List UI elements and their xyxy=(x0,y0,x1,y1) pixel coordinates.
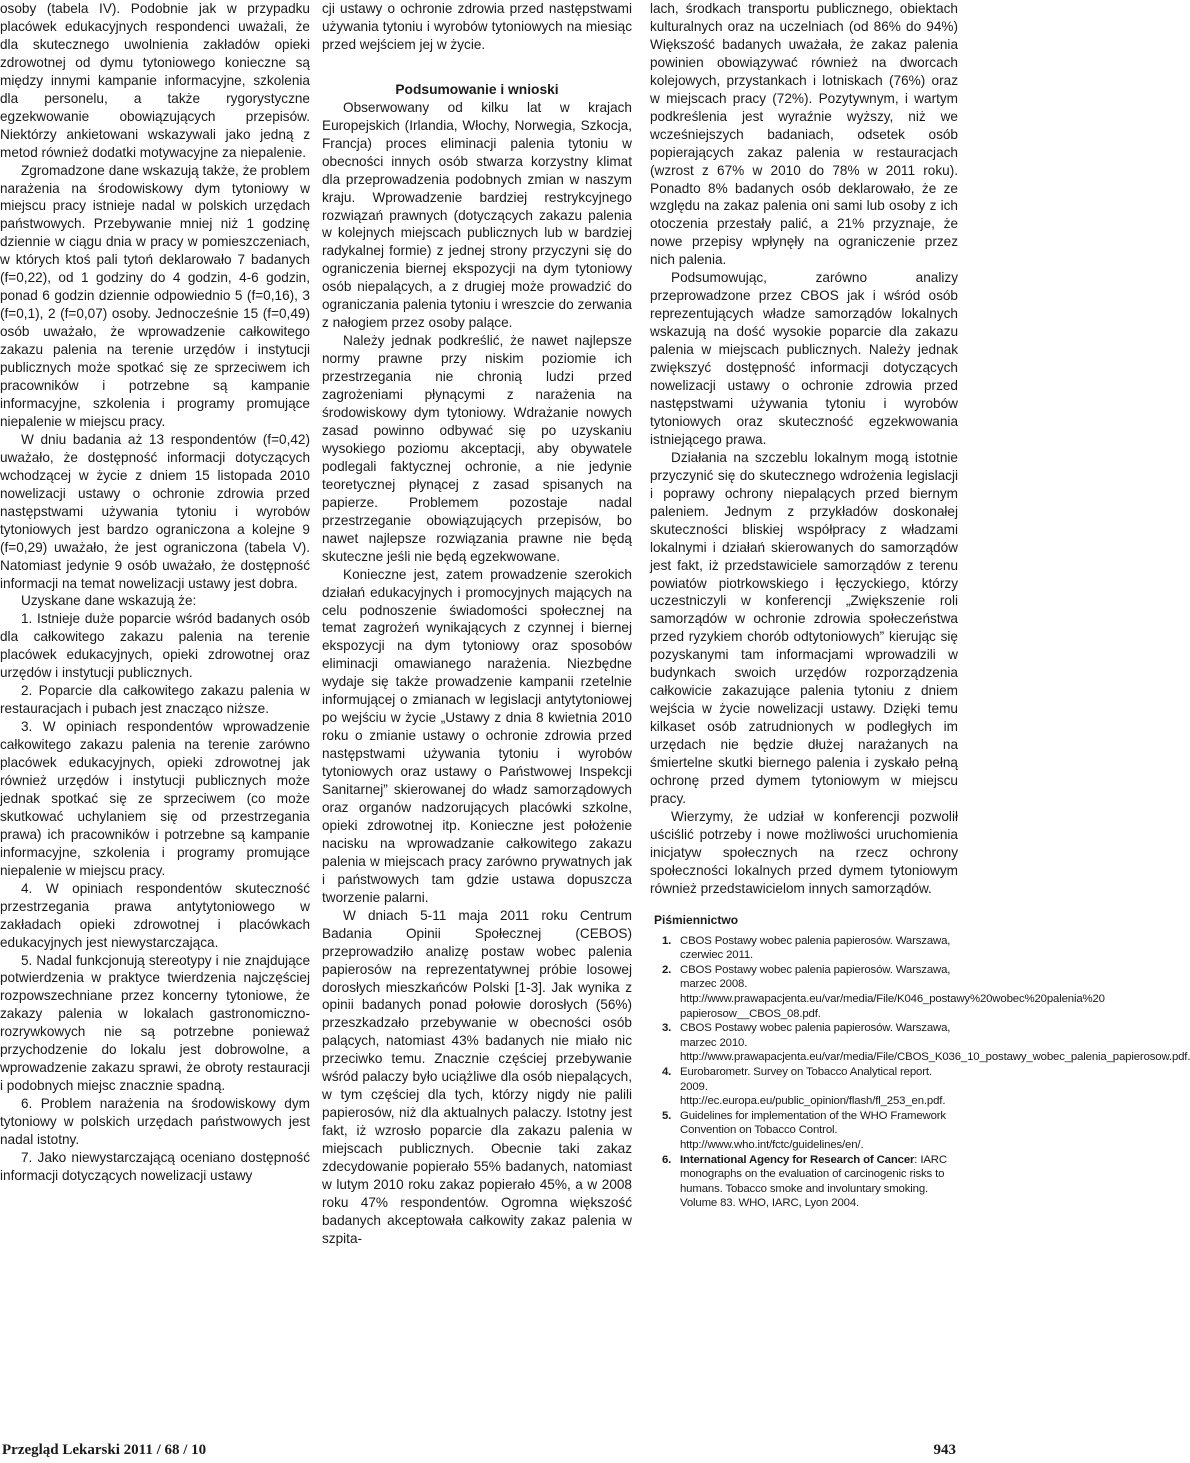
reference-item: 3. CBOS Postawy wobec palenia papierosów. Warszawa, marzec 2010. http://www.prawapacjenta.eu/var/media/File/CBOS_K036_10_postawy_wobec_palenia_papierosow.pdf. xyxy=(662,1022,1190,1064)
reference-item: 5. Guidelines for implementation of the WHO Framework Convention on Tobacco Control. http://www.who.int/fctc/guidelines/en/. xyxy=(662,1109,946,1151)
column-2 xyxy=(322,0,632,1248)
references-heading: Piśmiennictwo xyxy=(654,912,739,927)
paragraph: W dniu badania aż 13 respondentów (f=0,42) uważało, że dostępność informacji dotyczących wchodzącej w życie z dniem 15 listopada 2010 nowelizacji ustawy o ochronie zdrowia przed następstwami używania tytoniu i wyrobów tytoniowych jest bardzo ograniczona a kolejne 9 (f=0,29) uważało, że jest ograniczona (tabela V). Natomiast jedynie 9 osób uważało, że dostępność informacji na temat nowelizacji ustawy jest dobra. xyxy=(0,431,310,591)
page-number: 943 xyxy=(933,1442,956,1458)
paragraph: Wierzymy, że udział w konferencji pozwolił uściślić potrzeby i nowe możliwości uruchomienia inicjatyw społecznych na rzecz ochrony społeczności lokalnych przed dymem tytoniowym również przedstawicielom innych samorządów. xyxy=(650,808,958,896)
paragraph: Podsumowując, zarówno analizy przeprowadzone przez CBOS jak i wśród osób reprezentujących władze samorządów lokalnych wskazują na dość wysokie poparcie dla zakazu palenia w miejscach publicznych. Należy jednak zwiększyć dostępność informacji dotyczących nowelizacji ustawy o ochronie zdrowia przed następstwami używania tytoniu i wyrobów tytoniowych oraz skuteczność egzekwowania istniejącego prawa. xyxy=(650,270,958,447)
paragraph: Zgromadzone dane wskazują także, że problem narażenia na środowiskowy dym tytoniowy w miejscu pracy istnieje nadal w polskich urzędach państwowych. Przebywanie mniej niż 1 godzinę dziennie w ciągu dnia w pracy w pomieszczeniach, w których ktoś pali tytoń deklarowało 7 badanych (f=0,22), od 1 godziny do 4 godzin, 4-6 godzin, ponad 6 godzin dziennie odpowiednio 5 (f=0,16), 3 (f=0,1), 2 (f=0,07) osoby. Jednocześnie 15 (f=0,49) osób uważało, że wprowadzenie całkowitego zakazu palenia na terenie urzędów i instytucji publicznych może spotkać się ze sprzeciwem ich pracowników i potrzebne są kampanie informacyjne, szkolenia i programy promujące niepalenie w miejscu pracy. xyxy=(0,162,310,429)
paragraph: Obserwowany od kilku lat w krajach Europejskich (Irlandia, Włochy, Norwegia, Szkocja, Francja) proces eliminacji palenia tytoniu w obecności innych osób stwarza korzystny klimat dla przeprowadzenia podobnych zmian w naszym kraju. Wprowadzenie bardziej restrykcyjnego rozwiązań prawnych (dotyczących zakazu palenia w kolejnych miejscach publicznych lub w bardziej radykalnej formie) z jednej strony przyczyni się do ograniczenia biernej ekspozycji na dym tytoniowy osób niepalących, a z drugiej może prowadzić do ograniczania palenia tytoniu i wreszcie do zerwania z nałogiem przez osoby palące. xyxy=(322,99,632,331)
conclusion-item: 4. W opiniach respondentów skuteczność przestrzegania prawa antytytoniowego w zakładach opieki zdrowotnej i placówkach edukacyjnych jest niewystarczająca. xyxy=(0,880,310,950)
conclusion-item: 2. Poparcie dla całkowitego zakazu palenia w restauracjach i pubach jest znacząco niższe. xyxy=(0,683,310,717)
column-1 xyxy=(0,0,310,1185)
paragraph: W dniach 5-11 maja 2011 roku Centrum Badania Opinii Społecznej (CEBOS) przeprowadziło analizę postaw wobec palenia papierosów na reprezentatywnej próbie losowej dorosłych mieszkańców Polski [1-3]. Jak wynika z opinii badanych ponad połowie dorosłych (56%) przeszkadzało przebywanie w obecności osób palących, natomiast 43% badanych nie miało nic przeciwko temu. Znacznie częściej przebywanie wśród palaczy było uciążliwe dla osób niepalących, w tym częściej dla tych, którzy nigdy nie palili papierosów, niż dla aktualnych palaczy. Istotny jest fakt, iż wzrosło poparcie dla zakazu palenia w miejscach publicznych. Obecnie taki zakaz zdecydowanie popierało 55% badanych, natomiast w lutym 2010 roku zakaz popierało 45%, a w 2008 roku 47% respondentów. Ogromna większość badanych akceptowała całkowity zakaz palenia w szpita- xyxy=(322,907,632,1246)
paragraph: cji ustawy o ochronie zdrowia przed następstwami używania tytoniu i wyrobów tytoniowych na miesiąc przed wejściem jej w życie. xyxy=(322,1,632,52)
paragraph: lach, środkach transportu publicznego, obiektach kulturalnych oraz na uczelniach (od 86% do 94%) Większość badanych uważała, że zakaz palenia powinien obowiązywać również na dworcach kolejowych, przystankach i lotniskach (76%) oraz w miejscach pracy (72%). Pozytywnym, i wartym podkreślenia jest wyraźnie wyższy, niż we wcześniejszych badaniach, odsetek osób popierających zakaz palenia w restauracjach (wzrost z 67% w 2010 do 78% w 2011 roku). Ponadto 8% badanych osób deklarowało, że ze względu na zakaz palenia oni sami lub osoby z ich otoczenia przestały palić, a 21% przyznaje, że nowe przepisy wpłynęły na ograniczenie przez nich palenia. xyxy=(650,1,958,268)
paragraph: Uzyskane dane wskazują że: xyxy=(21,593,197,609)
references-list xyxy=(650,934,1190,1211)
reference-item: 6. International Agency for Research of Cancer: IARC monographs on the evaluation of carcinogenic risks to humans. Tobacco smoke and involuntary smoking. Volume 83. WHO, IARC, Lyon 2004. xyxy=(662,1153,947,1210)
conclusion-item: 7. Jako niewystarczającą oceniano dostępność informacji dotyczących nowelizacji ustawy xyxy=(0,1150,310,1183)
reference-item: 1. CBOS Postawy wobec palenia papierosów. Warszawa, czerwiec 2011. xyxy=(662,934,951,962)
reference-item: 2. CBOS Postawy wobec palenia papierosów. Warszawa, marzec 2008. http://www.prawapacjenta.eu/var/media/File/K046_postawy%20wobec%20palenia%20 papierosow__CBOS_08.pdf. xyxy=(662,963,1105,1020)
conclusion-item: 6. Problem narażenia na środowiskowy dym tytoniowy w polskich urzędach państwowych jest nadal istotny. xyxy=(0,1096,310,1148)
conclusion-item: 5. Nadal funkcjonują stereotypy i nie znajdujące potwierdzenia w praktyce twierdzenia najczęściej rozpowszechniane przez koncerny tytoniowe, że zakazy palenia w lokalach gastronomiczno-rozrywkowych nie są potrzebne ponieważ przychodzenie do lokalu jest dobrowolne, a wprowadzenie zakazu sprawi, że obroty restauracji i podobnych miejsc znacznie spadną. xyxy=(0,952,310,1094)
conclusion-item: 1. Istnieje duże poparcie wśród badanych osób dla całkowitego zakazu palenia na terenie placówek edukacyjnych, opieki zdrowotnej oraz urzędów i instytucji publicznych. xyxy=(0,611,310,681)
section-heading: Podsumowanie i wnioski xyxy=(395,81,559,97)
conclusion-item: 3. W opiniach respondentów wprowadzenie całkowitego zakazu palenia na terenie zarówno placówek edukacyjnych, opieki zdrowotnej jak również urzędów i instytucji publicznych może jednak spotkać się ze sprzeciwem (co może skutkować uchylaniem się od przestrzegania prawa) ich pracowników i potrzebne są kampanie informacyjne, szkolenia i programy promujące niepalenie w miejscu pracy. xyxy=(0,719,310,878)
paragraph: Należy jednak podkreślić, że nawet najlepsze normy prawne przy niskim poziomie ich przestrzegania nie chronią ludzi przed zagrożeniami płynącymi z narażenia na środowiskowy dym tytoniowy. Wdrażanie nowych zasad powinno odbywać się po uzyskaniu wysokiego poziomu akceptacji, aby obywatele podlegali faktycznej ochronie, a nie jedynie teoretycznej płynącej z zasad spisanych na papierze. Problemem pozostaje nadal przestrzeganie obowiązujących przepisów, bo nawet najlepsze rozwiązania prawne nie będą skuteczne jeśli nie będą egzekwowane. xyxy=(322,333,632,564)
paragraph: Konieczne jest, zatem prowadzenie szerokich działań edukacyjnych i promocyjnych mających na celu podnoszenie świadomości społecznej na temat zagrożeń wynikających z czynnej i biernej ekspozycji na dym tytoniowy oraz sposobów eliminacji omawianego narażenia. Niezbędne wydaje się także prowadzenie kampanii rzetelnie informującej o zmianach w legislacji antytytoniowej po wejściu w życie „Ustawy z dnia 8 kwietnia 2010 roku o zmianie ustawy o ochronie zdrowia przed następstwami używania tytoniu i wyrobów tytoniowych oraz ustawy o Państwowej Inspekcji Sanitarnej” skierowanej do władz samorządowych oraz organów nadzorujących placówki szkolne, opieki zdrowotnej itp. Konieczne jest położenie nacisku na wprowadzanie całkowitego zakazu palenia w miejscach pracy zarówno prywatnych jak i państwowych tam gdzie ustawa dopuszcza tworzenie palarni. xyxy=(322,566,632,905)
paragraph: osoby (tabela IV). Podobnie jak w przypadku placówek edukacyjnych respondenci uważali, że dla skutecznego uwolnienia zakładów opieki zdrowotnej od dymu tytoniowego konieczne są między innymi kampanie informacyjne, szkolenia dla personelu, a także rygorystyczne egzekwowanie obowiązujących przepisów. Niektórzy ankietowani wskazywali jako jedną z metod również dodatki motywacyjne za niepalenie. xyxy=(0,1,310,160)
reference-item: 4. Eurobarometr. Survey on Tobacco Analytical report. 2009. http://ec.europa.eu/public_opinion/flash/fl_253_en.pdf. xyxy=(662,1065,946,1108)
journal-footer: Przegląd Lekarski 2011 / 68 / 10 xyxy=(2,1442,207,1458)
column-3 xyxy=(650,0,1190,1211)
paragraph: Działania na szczeblu lokalnym mogą istotnie przyczynić się do skutecznego wdrożenia legislacji i poprawy ochrony niepalących przed biernym paleniem. Jednym z przykładów doskonałej skuteczności bliskiej współpracy z władzami lokalnymi i działań skierowanych do samorządów jest fakt, iż przedstawiciele samorządów z terenu powiatów piotrkowskiego i łęczyckiego, którzy uczestniczyli w konferencji „Zwiększenie roli samorządów w ochronie zdrowia społeczeństwa przed ryzykiem chorób odtytoniowych” kierując się pozyskanymi tam informacjami wprowadzili w budynkach swoich urzędów rozporządzenia całkowicie zakazujące palenia tytoniu z dniem wejścia w życie nowelizacji ustawy. Dzięki temu kilkaset osób zatrudnionych w podległych im urzędach nie będzie dłużej narażanych na śmiertelne skutki biernego palenia i zyskało pełną ochronę przed dymem tytoniowym w miejscu pracy. xyxy=(650,449,958,806)
